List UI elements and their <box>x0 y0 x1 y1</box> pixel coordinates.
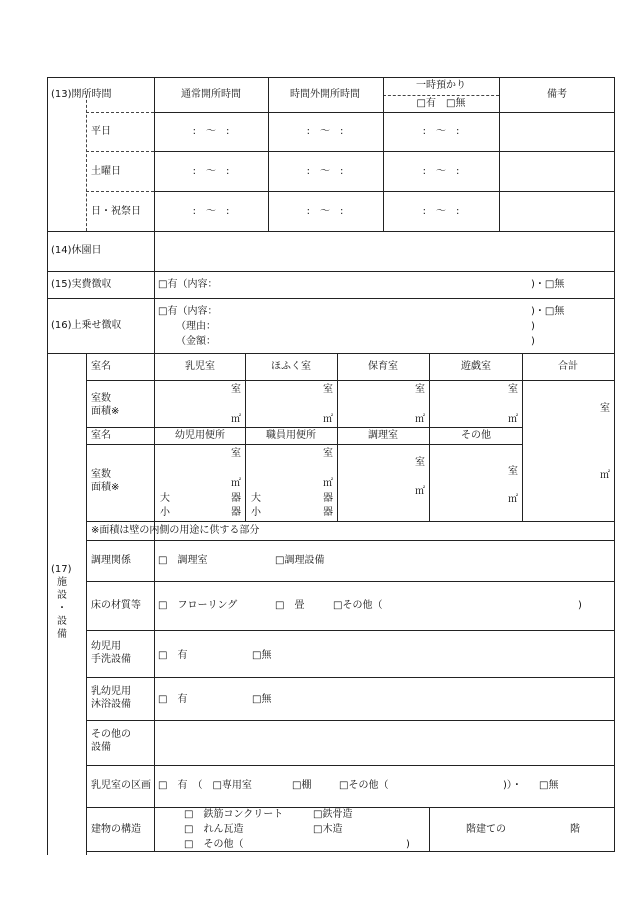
time-field[interactable]: : 〜 : <box>306 126 344 137</box>
fee-content-field[interactable]: □有（内容： <box>158 279 218 290</box>
room-nursery: 保育室 <box>368 361 398 372</box>
time-field[interactable]: : 〜 : <box>192 126 230 137</box>
unit-room: 室 <box>231 384 241 395</box>
room-staff-toilet: 職員用便所 <box>266 430 316 441</box>
unit-room: 室 <box>231 448 241 459</box>
rule <box>337 353 338 521</box>
floor-tatami-option[interactable]: □ 畳 <box>275 600 305 611</box>
floor-other-option[interactable]: □その他（ <box>333 600 383 611</box>
rule <box>499 77 500 231</box>
fixture-unit: 器 <box>231 493 241 504</box>
header-overtime-hours: 時間外開所時間 <box>290 89 360 100</box>
room-crawling: ほふく室 <box>271 361 311 372</box>
time-field[interactable]: : 〜 : <box>192 206 230 217</box>
time-field[interactable]: : 〜 : <box>422 166 460 177</box>
structure-steel-option[interactable]: □鉄骨造 <box>313 809 353 820</box>
extra-reason-field[interactable]: （理由： <box>176 321 216 332</box>
infant-dedicated-option[interactable]: □ 有 （ □専用室 <box>158 780 252 791</box>
floor-unit: 階 <box>570 824 580 835</box>
unit-area: ㎡ <box>415 486 425 497</box>
structure-other-option[interactable]: □ その他（ <box>184 839 244 850</box>
rule <box>47 77 48 855</box>
fixture-unit: 器 <box>323 507 333 518</box>
rule <box>86 807 615 808</box>
bath-yes-option[interactable]: □ 有 <box>158 694 188 705</box>
rule <box>383 95 499 96</box>
floor-label: 床の材質等 <box>91 600 141 611</box>
row-label-saturday: 土曜日 <box>91 166 121 177</box>
section-17-char: 施 <box>57 577 67 588</box>
unit-room: 室 <box>508 466 518 477</box>
rule <box>86 630 615 631</box>
time-field[interactable]: : 〜 : <box>306 166 344 177</box>
rule <box>245 353 246 521</box>
room-name-label: 室名 <box>91 430 111 441</box>
paren-close: ) <box>531 321 535 332</box>
floor-flooring-option[interactable]: □ フローリング <box>158 600 238 611</box>
section-13-label: (13)開所時間 <box>51 89 112 100</box>
section-17-number: (17) <box>51 564 72 575</box>
rule <box>86 720 615 721</box>
fixture-unit: 器 <box>323 493 333 504</box>
structure-wood-option[interactable]: □木造 <box>313 824 343 835</box>
paren-close: ) <box>531 336 535 347</box>
rule <box>86 380 615 381</box>
header-normal-hours: 通常開所時間 <box>181 89 241 100</box>
unit-room: 室 <box>415 457 425 468</box>
rule <box>86 151 154 152</box>
structure-rc-option[interactable]: □ 鉄筋コンクリート <box>184 809 284 820</box>
infant-shelf-option[interactable]: □棚 <box>292 780 312 791</box>
rule <box>47 353 615 354</box>
rule <box>268 77 269 231</box>
rule <box>47 77 615 78</box>
infant-partition-label: 乳児室の区画 <box>91 780 151 791</box>
rule <box>614 77 615 852</box>
room-playroom: 遊戯室 <box>461 361 491 372</box>
cooking-equipment-option[interactable]: □調理設備 <box>275 555 325 566</box>
section-15-label: (15)実費徴収 <box>51 279 112 290</box>
unit-room: 室 <box>508 384 518 395</box>
unit-area: ㎡ <box>415 414 425 425</box>
rule <box>86 521 615 522</box>
structure-brick-option[interactable]: □ れん瓦造 <box>184 824 244 835</box>
room-child-toilet: 幼児用便所 <box>175 430 225 441</box>
building-structure-label: 建物の構造 <box>91 824 141 835</box>
rule <box>86 95 87 231</box>
section-14-label: (14)休園日 <box>51 245 102 256</box>
extra-content-field[interactable]: □有（内容： <box>158 306 218 317</box>
paren-close: ) <box>406 839 410 850</box>
unit-area: ㎡ <box>508 494 518 505</box>
unit-room: 室 <box>323 384 333 395</box>
count-area-label: 室数 面積※ <box>91 393 120 417</box>
fee-none-option[interactable]: )・□無 <box>531 279 565 290</box>
handwash-label: 幼児用 手洗設備 <box>91 641 131 665</box>
extra-amount-field[interactable]: （金額： <box>176 336 216 347</box>
cooking-kitchen-option[interactable]: □ 調理室 <box>158 555 208 566</box>
room-total: 合計 <box>558 361 578 372</box>
time-field[interactable]: : 〜 : <box>306 206 344 217</box>
handwash-no-option[interactable]: □無 <box>252 650 272 661</box>
area-note: ※面積は壁の内側の用途に供する部分 <box>91 525 260 536</box>
fixture-small-label: 小 <box>160 507 170 518</box>
rule <box>86 112 154 113</box>
fixture-small-label: 小 <box>251 507 261 518</box>
room-kitchen: 調理室 <box>368 430 398 441</box>
unit-area: ㎡ <box>508 414 518 425</box>
bath-no-option[interactable]: □無 <box>252 694 272 705</box>
rule <box>429 807 430 851</box>
header-remarks: 備考 <box>547 89 567 100</box>
fixture-large-label: 大 <box>251 493 261 504</box>
unit-area: ㎡ <box>231 414 241 425</box>
floors-label: 階建ての <box>466 824 506 835</box>
paren-close: ) <box>578 600 582 611</box>
header-temp-care: 一時預かり <box>416 80 466 91</box>
rule <box>47 231 615 232</box>
rule <box>86 851 615 852</box>
rule <box>383 77 384 231</box>
rule <box>86 353 87 855</box>
handwash-yes-option[interactable]: □ 有 <box>158 650 188 661</box>
unit-area: ㎡ <box>323 478 333 489</box>
fixture-large-label: 大 <box>160 493 170 504</box>
unit-room: 室 <box>415 384 425 395</box>
rule <box>429 353 430 521</box>
extra-none-option[interactable]: )・□無 <box>531 306 565 317</box>
time-field[interactable]: : 〜 : <box>422 206 460 217</box>
rule <box>154 151 615 152</box>
row-label-holiday: 日・祝祭日 <box>91 206 141 217</box>
infant-no-option[interactable]: □無 <box>539 780 559 791</box>
room-other: その他 <box>461 430 491 441</box>
total-unit-area: ㎡ <box>600 470 610 481</box>
rule <box>86 677 615 678</box>
rule <box>86 444 523 445</box>
rule <box>86 540 615 541</box>
unit-area: ㎡ <box>323 414 333 425</box>
rule <box>154 77 155 852</box>
header-temp-care-options: □有 □無 <box>416 98 466 109</box>
time-field[interactable]: : 〜 : <box>192 166 230 177</box>
fixture-unit: 器 <box>231 507 241 518</box>
time-field[interactable]: : 〜 : <box>422 126 460 137</box>
section-17-char: 設 <box>57 590 67 601</box>
row-label-weekday: 平日 <box>91 126 111 137</box>
section-16-label: (16)上乗せ徴収 <box>51 320 122 331</box>
unit-area: ㎡ <box>231 478 241 489</box>
rule <box>86 191 154 192</box>
room-infant: 乳児室 <box>185 361 215 372</box>
rule <box>86 581 615 582</box>
section-17-char: 設 <box>57 616 67 627</box>
rule <box>154 112 615 113</box>
rule <box>47 271 615 272</box>
other-equipment-label: その他の 設備 <box>91 729 131 753</box>
rule <box>154 191 615 192</box>
section-17-char: 備 <box>57 629 67 640</box>
section-17-char: ・ <box>57 603 67 614</box>
cooking-label: 調理関係 <box>91 555 131 566</box>
rule <box>86 765 615 766</box>
rule <box>47 298 615 299</box>
rule <box>522 353 523 521</box>
infant-other-option[interactable]: □その他（ <box>339 780 389 791</box>
bath-label: 乳幼児用 沐浴設備 <box>91 686 131 710</box>
unit-room: 室 <box>323 448 333 459</box>
count-area-label: 室数 面積※ <box>91 469 120 493</box>
paren-close: )）・ <box>503 780 522 791</box>
rule <box>86 427 523 428</box>
room-name-label: 室名 <box>91 361 111 372</box>
total-unit-room: 室 <box>600 403 610 414</box>
